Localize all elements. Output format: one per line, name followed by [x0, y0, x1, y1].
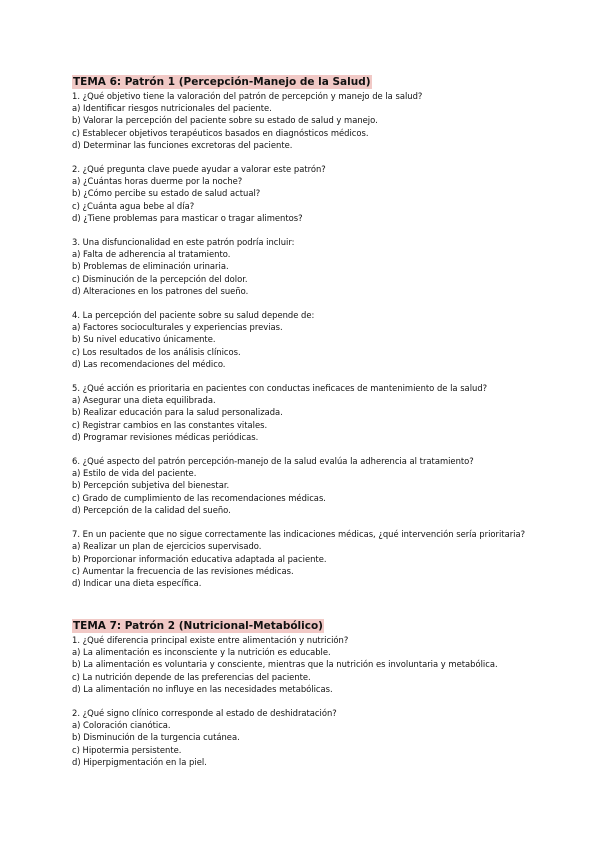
answer-option: a) ¿Cuántas horas duerme por la noche? — [72, 176, 243, 187]
answer-option: c) Establecer objetivos terapéuticos basados en diagnósticos médicos. — [72, 127, 369, 138]
answer-option: c) Registrar cambios en las constantes vitales. — [72, 419, 268, 430]
answer-option: c) Aumentar la frecuencia de las revisiones médicas. — [72, 565, 294, 576]
question-text: 6. ¿Qué aspecto del patrón percepción-manejo de la salud evalúa la adherencia al tratamiento? — [72, 456, 474, 467]
question-block — [72, 382, 542, 443]
answer-option: a) Asegurar una dieta equilibrada. — [72, 395, 216, 406]
answer-option: a) La alimentación es inconsciente y la nutrición es educable. — [72, 647, 331, 658]
answer-option: b) Disminución de la turgencia cutánea. — [72, 732, 240, 743]
question-block — [72, 528, 542, 589]
answer-option: c) Los resultados de los análisis clínicos. — [72, 346, 241, 357]
question-text: 1. ¿Qué diferencia principal existe entre alimentación y nutrición? — [72, 635, 349, 645]
answer-option: b) Problemas de eliminación urinaria. — [72, 261, 229, 272]
answer-option: d) La alimentación no influye en las necesidades metabólicas. — [72, 683, 333, 694]
question-text: 2. ¿Qué pregunta clave puede ayudar a valorar este patrón? — [72, 164, 326, 175]
answer-option: a) Estilo de vida del paciente. — [72, 468, 197, 479]
answer-option: d) Programar revisiones médicas periódicas. — [72, 431, 259, 442]
question-text: 4. La percepción del paciente sobre su salud depende de: — [72, 310, 315, 321]
answer-option: a) Identificar riesgos nutricionales del paciente. — [72, 103, 272, 114]
section-title: TEMA 7: Patrón 2 (Nutricional-Metabólico) — [73, 620, 323, 632]
answer-option: a) Coloración cianótica. — [72, 720, 171, 731]
answer-option: c) Disminución de la percepción del dolor. — [72, 273, 248, 284]
answer-option: d) Alteraciones en los patrones del sueño. — [72, 285, 249, 296]
question-block — [72, 90, 542, 151]
answer-option: d) Indicar una dieta específica. — [72, 577, 202, 588]
question-block — [72, 634, 542, 695]
answer-option: a) Realizar un plan de ejercicios supervisado. — [72, 541, 262, 552]
answer-option: b) Percepción subjetiva del bienestar. — [72, 480, 230, 491]
section-tema-7 — [72, 614, 542, 780]
question-text: 2. ¿Qué signo clínico corresponde al estado de deshidratación? — [72, 708, 337, 719]
answer-option: c) ¿Cuánta agua bebe al día? — [72, 200, 195, 211]
answer-option: c) La nutrición depende de las preferencias del paciente. — [72, 671, 311, 682]
answer-option: b) ¿Cómo percibe su estado de salud actual? — [72, 188, 261, 199]
question-text: 1. ¿Qué objetivo tiene la valoración del patrón de percepción y manejo de la salud? — [72, 91, 423, 101]
question-block — [72, 707, 542, 768]
answer-option: a) Falta de adherencia al tratamiento. — [72, 249, 231, 260]
answer-option: c) Hipotermia persistente. — [72, 744, 182, 755]
answer-option: b) Realizar educación para la salud personalizada. — [72, 407, 283, 418]
answer-option: a) Factores socioculturales y experiencias previas. — [72, 322, 283, 333]
section-tema-6 — [72, 70, 542, 601]
question-block — [72, 309, 542, 370]
answer-option: c) Grado de cumplimiento de las recomendaciones médicas. — [72, 492, 326, 503]
answer-option: d) Percepción de la calidad del sueño. — [72, 504, 231, 515]
answer-option: d) Las recomendaciones del médico. — [72, 358, 226, 369]
question-block — [72, 236, 542, 297]
answer-option: b) La alimentación es voluntaria y consciente, mientras que la nutrición es involuntaria y metabólica. — [72, 659, 498, 670]
answer-option: b) Su nivel educativo únicamente. — [72, 334, 216, 345]
answer-option: d) ¿Tiene problemas para masticar o tragar alimentos? — [72, 212, 303, 223]
question-block — [72, 163, 542, 224]
answer-option: b) Valorar la percepción del paciente sobre su estado de salud y manejo. — [72, 115, 378, 126]
answer-option: b) Proporcionar información educativa adaptada al paciente. — [72, 553, 327, 564]
answer-option: d) Determinar las funciones excretoras del paciente. — [72, 139, 293, 150]
section-title: TEMA 6: Patrón 1 (Percepción-Manejo de la Salud) — [73, 76, 371, 88]
answer-option: d) Hiperpigmentación en la piel. — [72, 756, 207, 767]
question-text: 5. ¿Qué acción es prioritaria en pacientes con conductas ineficaces de mantenimiento de la salud? — [72, 383, 488, 394]
question-block — [72, 455, 542, 516]
question-text: 7. En un paciente que no sigue correctamente las indicaciones médicas, ¿qué intervención sería prioritaria? — [72, 529, 526, 540]
question-text: 3. Una disfuncionalidad en este patrón podría incluir: — [72, 237, 295, 248]
